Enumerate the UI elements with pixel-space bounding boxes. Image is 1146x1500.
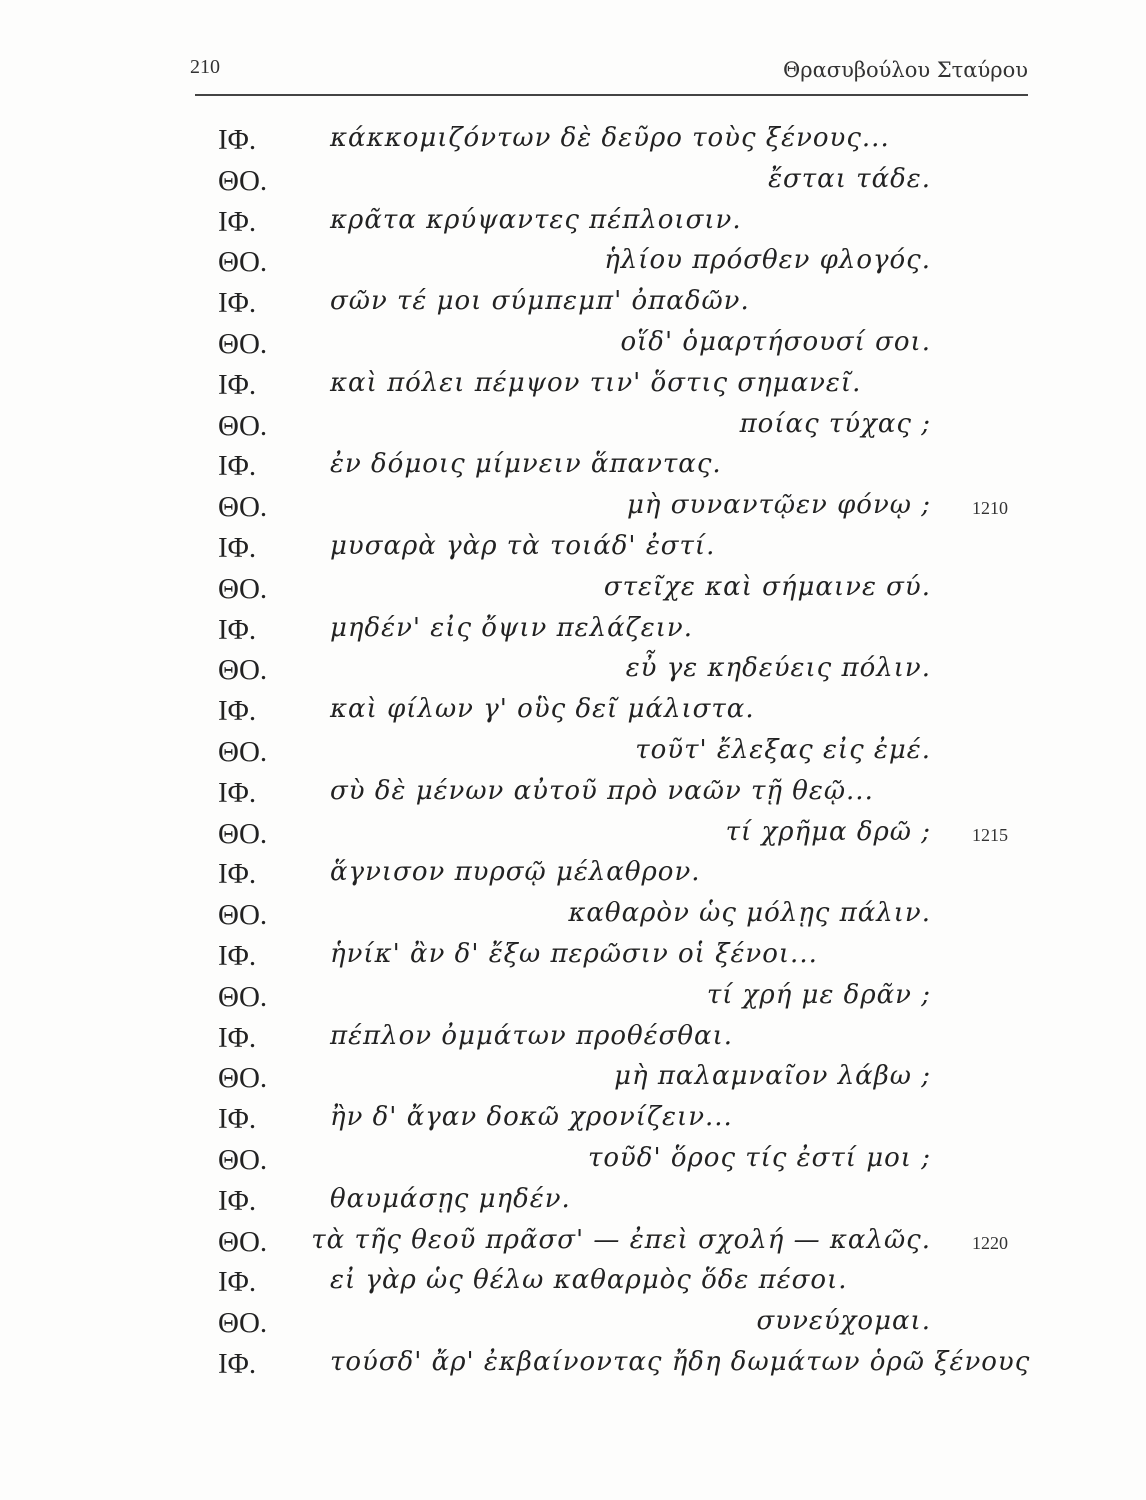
speaker-label: ΘΟ. <box>218 409 268 442</box>
dialogue-line <box>0 406 1146 447</box>
verse-text: μυσαρὰ γὰρ τὰ τοιάδ' ἐστί. <box>330 530 716 561</box>
verse-text: τοῦδ' ὅρος τίς ἐστί μοι ; <box>587 1142 931 1173</box>
dialogue-line <box>0 977 1146 1018</box>
dialogue-line <box>0 895 1146 936</box>
dialogue-line <box>0 446 1146 487</box>
header-rule <box>195 94 1028 96</box>
speaker-label: ΙΦ. <box>218 1103 257 1136</box>
speaker-label: ΙΦ. <box>218 368 257 401</box>
dialogue-line <box>0 324 1146 365</box>
speaker-label: ΙΦ. <box>218 450 257 483</box>
verse-text: σῶν τέ μοι σύμπεμπ' ὀπαδῶν. <box>330 286 750 317</box>
speaker-label: ΙΦ. <box>218 287 257 320</box>
verse-text: ἢν δ' ἄγαν δοκῶ χρονίζειν... <box>330 1102 733 1133</box>
speaker-label: ΘΟ. <box>218 1143 268 1176</box>
speaker-label: ΙΦ. <box>218 1347 257 1380</box>
speaker-label: ΘΟ. <box>218 899 268 932</box>
speaker-label: ΘΟ. <box>218 1225 268 1258</box>
verse-text: ἔσται τάδε. <box>768 163 931 194</box>
speaker-label: ΙΦ. <box>218 124 257 156</box>
dialogue-line <box>0 1099 1146 1140</box>
speaker-label: ΙΦ. <box>218 1266 257 1299</box>
verse-line-number: 1210 <box>972 498 1008 519</box>
dialogue-line <box>0 854 1146 895</box>
speaker-label: ΘΟ. <box>218 735 268 768</box>
verse-text: συνεύχομαι. <box>756 1306 931 1337</box>
speaker-label: ΘΟ. <box>218 491 268 524</box>
verse-text: κρᾶτα κρύψαντες πέπλοισιν. <box>330 204 742 235</box>
dialogue-line <box>0 691 1146 732</box>
verse-text: πέπλον ὀμμάτων προθέσθαι. <box>330 1020 734 1051</box>
dialogue-line <box>0 1303 1146 1344</box>
speaker-label: ΘΟ. <box>218 817 268 850</box>
dialogue-line <box>0 202 1146 243</box>
speaker-label: ΘΟ. <box>218 1062 268 1095</box>
running-head: Θρασυβούλου Σταύρου <box>783 58 1028 82</box>
dialogue-line <box>0 732 1146 773</box>
verse-text: τὰ τῆς θεοῦ πρᾶσσ' — ἐπεὶ σχολή — καλῶς. <box>311 1224 931 1255</box>
verse-text: κάκκομιζόντων δὲ δεῦρο τοὺς ξένους... <box>330 123 890 153</box>
verse-text: ποίας τύχας ; <box>739 408 931 439</box>
dialogue-line <box>0 120 1146 161</box>
speaker-label: ΙΦ. <box>218 939 257 972</box>
dialogue-line <box>0 650 1146 691</box>
verse-text: καὶ πόλει πέμψον τιν' ὅστις σημανεῖ. <box>330 367 862 398</box>
verse-text: θαυμάσῃς μηδέν. <box>330 1183 571 1214</box>
verse-text: σὺ δὲ μένων αὐτοῦ πρὸ ναῶν τῇ θεῷ... <box>330 775 874 806</box>
verse-text: μὴ παλαμναῖον λάβω ; <box>614 1061 931 1092</box>
dialogue-line <box>0 1262 1146 1303</box>
verse-text: τούσδ' ἄρ' ἐκβαίνοντας ἤδη δωμάτων ὁρῶ ξένους <box>330 1346 1031 1377</box>
dialogue-line <box>0 1140 1146 1181</box>
speaker-label: ΙΦ. <box>218 776 257 809</box>
dialogue-line <box>0 365 1146 406</box>
speaker-label: ΘΟ. <box>218 246 268 279</box>
verse-text: ἡλίου πρόσθεν φλογός. <box>604 245 931 276</box>
speaker-label: ΙΦ. <box>218 531 257 564</box>
verse-text: εὖ γε κηδεύεις πόλιν. <box>625 653 931 684</box>
verse-text: εἰ γὰρ ὡς θέλω καθαρμὸς ὅδε πέσοι. <box>330 1265 848 1296</box>
dialogue-line <box>0 528 1146 569</box>
speaker-label: ΙΦ. <box>218 858 257 891</box>
speaker-label: ΘΟ. <box>218 327 268 360</box>
verse-text: τί χρῆμα δρῶ ; <box>725 816 931 847</box>
verse-line-number: 1215 <box>972 824 1008 845</box>
verse-text: ἡνίκ' ἂν δ' ἔξω περῶσιν οἱ ξένοι... <box>330 938 818 969</box>
dialogue-line <box>0 1222 1146 1263</box>
verse-text: τί χρή με δρᾶν ; <box>706 979 931 1010</box>
verse-line-number: 1220 <box>972 1232 1008 1253</box>
verse-text: ἅγνισον πυρσῷ μέλαθρον. <box>330 857 701 888</box>
verse-text: καθαρὸν ὡς μόλῃς πάλιν. <box>568 898 931 929</box>
verse-text: μηδέν' εἰς ὄψιν πελάζειν. <box>330 612 693 643</box>
speaker-label: ΙΦ. <box>218 1021 257 1054</box>
verse-text: καὶ φίλων γ' οὓς δεῖ μάλιστα. <box>330 694 755 725</box>
dialogue-line <box>0 1344 1146 1385</box>
speaker-label: ΘΟ. <box>218 654 268 687</box>
dialogue-line <box>0 936 1146 977</box>
verse-text: μὴ συναντῷεν φόνῳ ; <box>627 490 931 521</box>
dialogue-line <box>0 283 1146 324</box>
dialogue-line <box>0 610 1146 651</box>
dialogue-line <box>0 1058 1146 1099</box>
speaker-label: ΘΟ. <box>218 980 268 1013</box>
speaker-label: ΙΦ. <box>218 695 257 728</box>
dialogue-block <box>0 120 1146 1385</box>
dialogue-line <box>0 487 1146 528</box>
dialogue-line <box>0 1181 1146 1222</box>
dialogue-line <box>0 242 1146 283</box>
verse-text: στεῖχε καὶ σήμαινε σύ. <box>603 571 931 602</box>
speaker-label: ΘΟ. <box>218 164 268 197</box>
speaker-label: ΘΟ. <box>218 1307 268 1340</box>
dialogue-line <box>0 814 1146 855</box>
dialogue-line <box>0 773 1146 814</box>
verse-text: οἵδ' ὁμαρτήσουσί σοι. <box>620 326 931 357</box>
dialogue-line <box>0 1018 1146 1059</box>
speaker-label: ΘΟ. <box>218 572 268 605</box>
speaker-label: ΙΦ. <box>218 205 257 238</box>
page-number: 210 <box>190 56 220 78</box>
speaker-label: ΙΦ. <box>218 1184 257 1217</box>
verse-text: τοῦτ' ἔλεξας εἰς ἐμέ. <box>635 734 931 765</box>
dialogue-line <box>0 569 1146 610</box>
verse-text: ἐν δόμοις μίμνειν ἅπαντας. <box>330 449 722 480</box>
dialogue-line <box>0 161 1146 202</box>
speaker-label: ΙΦ. <box>218 613 257 646</box>
